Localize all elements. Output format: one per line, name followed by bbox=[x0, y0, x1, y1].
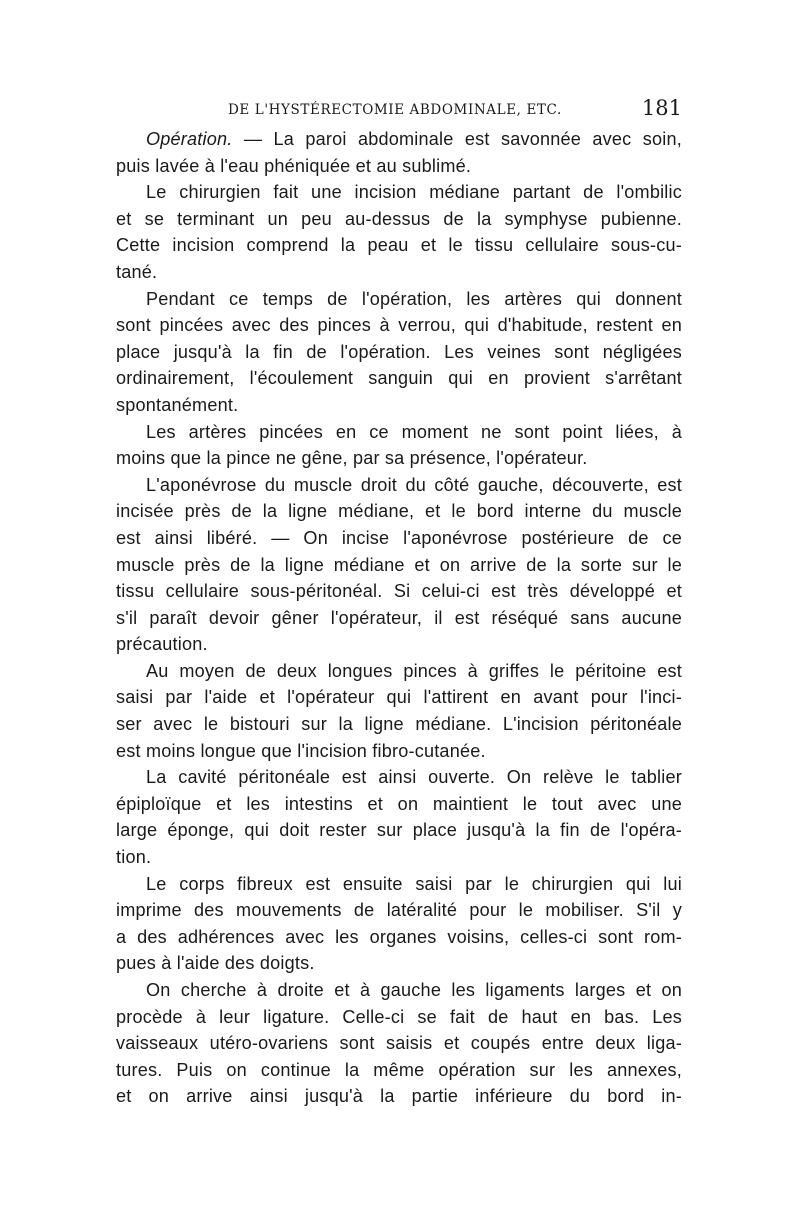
paragraph bbox=[116, 871, 682, 977]
text-line: tané. bbox=[116, 261, 158, 282]
text-line: a des adhérences avec les organes voisins, celles-ci sont rom- bbox=[116, 926, 682, 947]
text-line: large éponge, qui doit rester sur place jusqu'à la fin de l'opéra- bbox=[116, 820, 682, 841]
text-line: On cherche à droite et à gauche les ligaments larges et on bbox=[146, 980, 682, 1000]
text-line: puis lavée à l'eau phéniquée et au sublimé. bbox=[116, 155, 472, 176]
text-line: Cette incision comprend la peau et le tissu cellulaire sous-cu- bbox=[116, 235, 682, 256]
body-text bbox=[116, 126, 682, 1110]
running-head bbox=[116, 96, 682, 122]
text-line: ser avec le bistouri sur la ligne médiane. L'incision péritonéale bbox=[116, 714, 682, 735]
text-line: tion. bbox=[116, 847, 152, 868]
text-line: est ainsi libéré. — On incise l'aponévrose postérieure de ce bbox=[116, 527, 682, 548]
text-line: épiploïque et les intestins et on maintient le tout avec une bbox=[116, 793, 682, 814]
paragraph bbox=[116, 179, 682, 285]
text-line: Opération. — La paroi abdominale est savonnée avec soin, bbox=[146, 129, 682, 149]
text-line: Les artères pincées en ce moment ne sont point liées, à bbox=[146, 421, 682, 442]
text-line: procède à leur ligature. Celle-ci se fait de haut en bas. Les bbox=[116, 1006, 682, 1027]
text-line: saisi par l'aide et l'opérateur qui l'attirent en avant pour l'inci- bbox=[116, 687, 682, 708]
text-line: incisée près de la ligne médiane, et le bord interne du muscle bbox=[116, 501, 682, 522]
text-line: Le chirurgien fait une incision médiane partant de l'ombilic bbox=[146, 182, 682, 203]
text-line: tissu cellulaire sous-péritonéal. Si celui-ci est très développé et bbox=[116, 581, 682, 602]
section-lead: Opération. bbox=[146, 129, 233, 149]
text-line: vaisseaux utéro-ovariens sont saisis et coupés entre deux liga- bbox=[116, 1033, 682, 1054]
text-line: ordinairement, l'écoulement sanguin qui en provient s'arrêtant bbox=[116, 368, 682, 389]
text-line: est moins longue que l'incision fibro-cutanée. bbox=[116, 740, 486, 761]
text-line: précaution. bbox=[116, 634, 208, 655]
paragraph bbox=[116, 419, 682, 472]
text-line: s'il paraît devoir gêner l'opérateur, il est réséqué sans aucune bbox=[116, 607, 682, 628]
text-line: La cavité péritonéale est ainsi ouverte. On relève le tablier bbox=[146, 767, 682, 788]
text-line: L'aponévrose du muscle droit du côté gauche, découverte, est bbox=[146, 474, 682, 495]
text-line: Le corps fibreux est ensuite saisi par le chirurgien qui lui bbox=[146, 873, 682, 894]
text-line: tures. Puis on continue la même opération sur les annexes, bbox=[116, 1059, 682, 1080]
paragraph bbox=[116, 472, 682, 658]
text-line: Au moyen de deux longues pinces à griffes le péritoine est bbox=[146, 660, 682, 681]
text-line: imprime des mouvements de latéralité pour le mobiliser. S'il y bbox=[116, 900, 682, 921]
paragraph bbox=[116, 658, 682, 764]
text-line: moins que la pince ne gêne, par sa présence, l'opérateur. bbox=[116, 448, 588, 469]
paragraph bbox=[116, 286, 682, 419]
text-line: place jusqu'à la fin de l'opération. Les veines sont négligées bbox=[116, 341, 682, 362]
text-line: muscle près de la ligne médiane et on arrive de la sorte sur le bbox=[116, 554, 682, 575]
book-page bbox=[116, 96, 682, 1110]
text-line: spontanément. bbox=[116, 394, 239, 415]
text-line: et on arrive ainsi jusqu'à la partie inférieure du bord in- bbox=[116, 1086, 682, 1107]
text-line: et se terminant un peu au-dessus de la symphyse pubienne. bbox=[116, 208, 682, 229]
paragraph bbox=[116, 764, 682, 870]
running-title: DE L'HYSTÉRECTOMIE ABDOMINALE, ETC. bbox=[228, 102, 562, 118]
paragraph bbox=[116, 977, 682, 1110]
text-line: sont pincées avec des pinces à verrou, qui d'habitude, restent en bbox=[116, 315, 682, 336]
paragraph bbox=[116, 126, 682, 179]
text-line: pues à l'aide des doigts. bbox=[116, 953, 315, 974]
text-line: Pendant ce temps de l'opération, les artères qui donnent bbox=[146, 288, 682, 309]
page-number: 181 bbox=[641, 96, 682, 120]
